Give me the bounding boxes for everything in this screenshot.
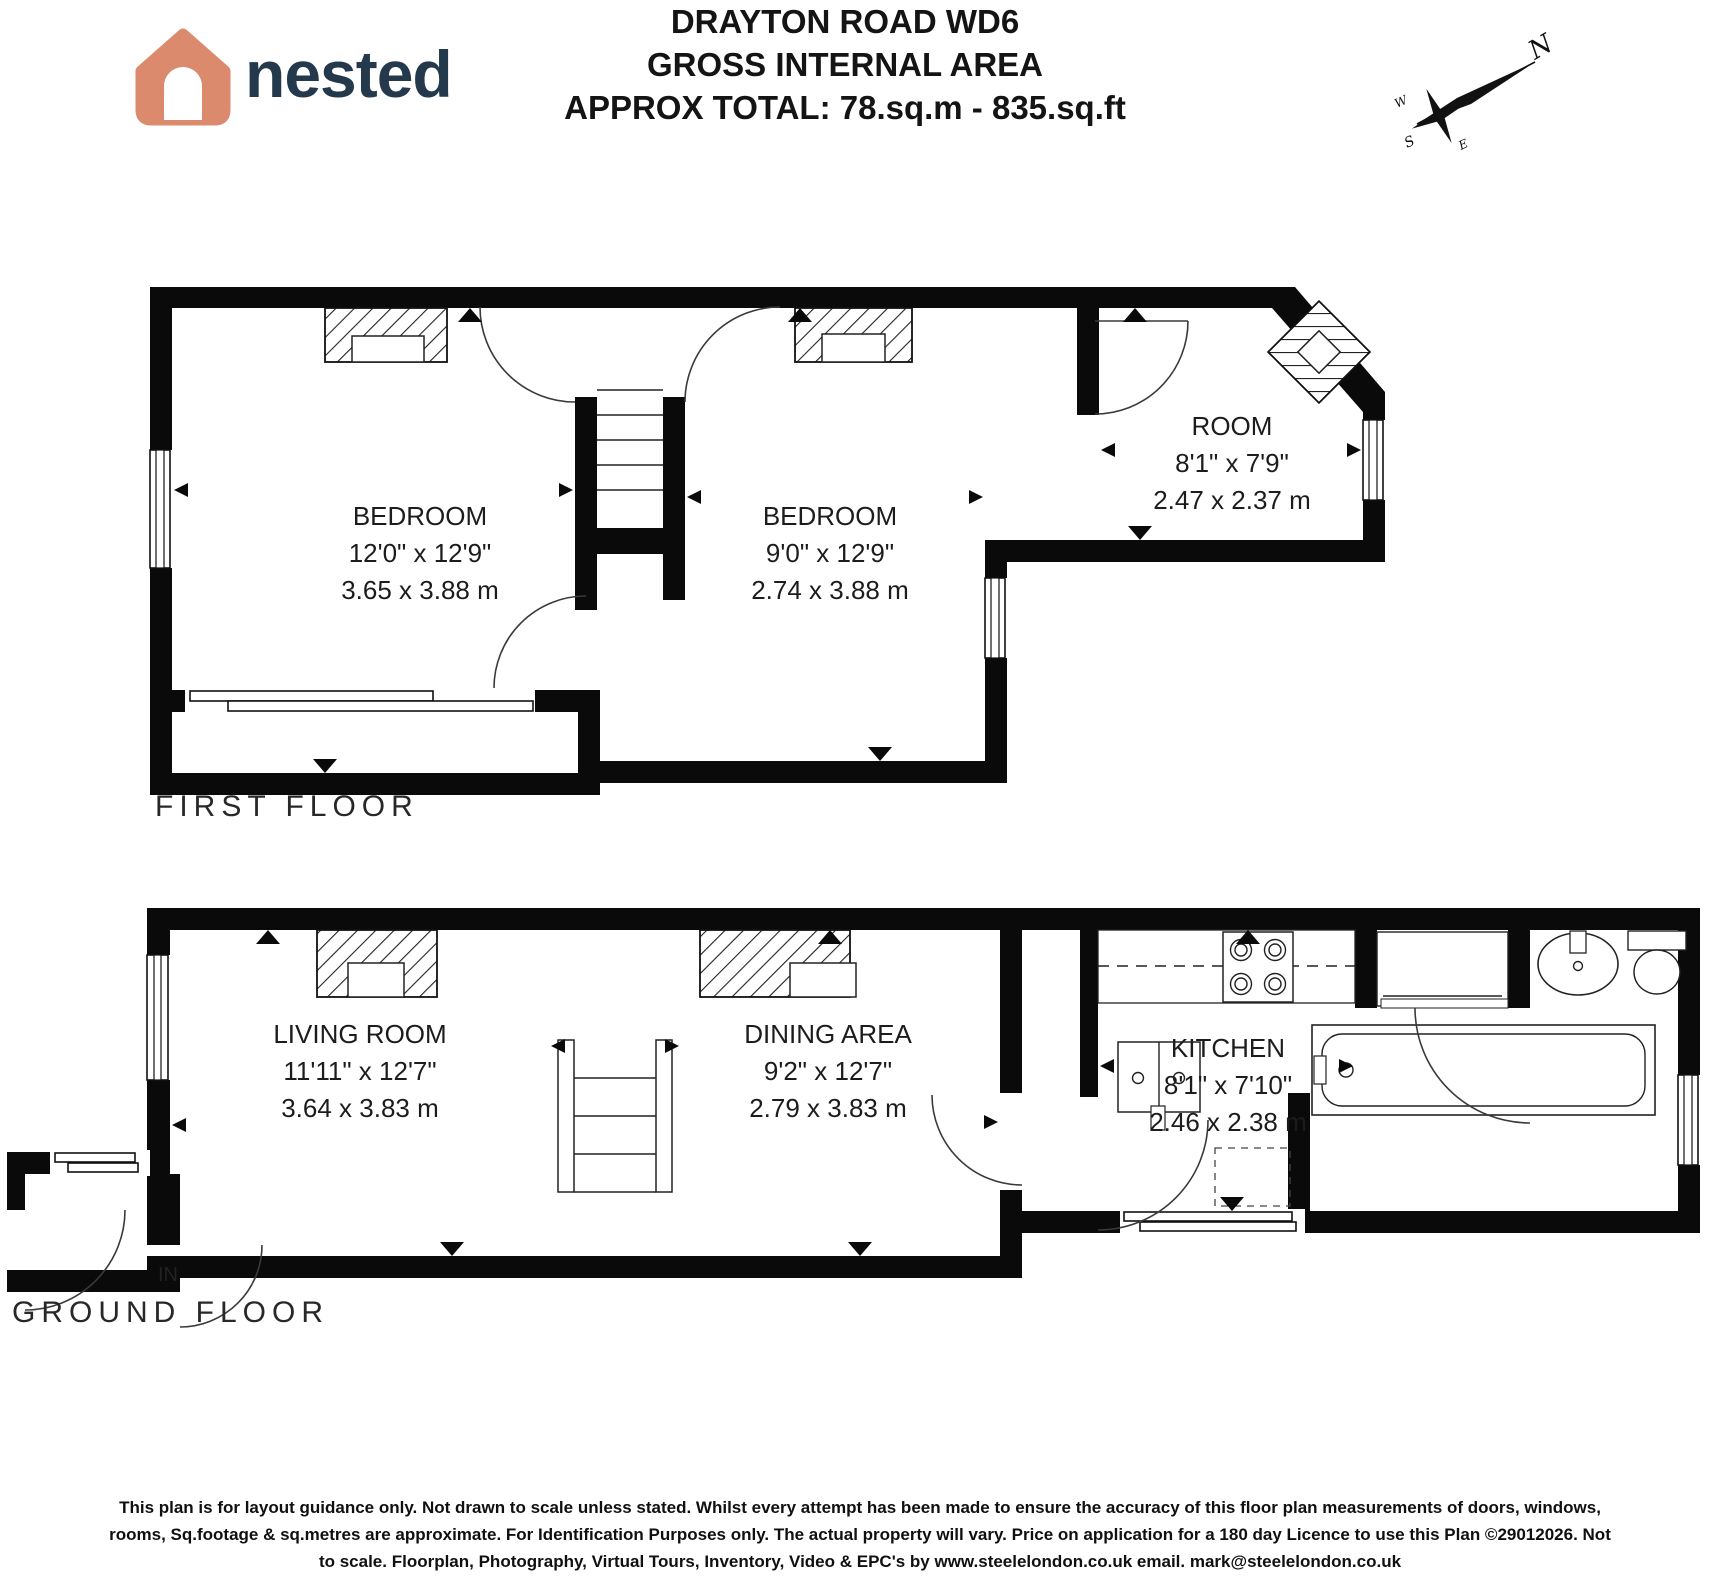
room-label-bedroom-2 bbox=[751, 498, 909, 609]
room-dims-metric: 2.74 x 3.88 m bbox=[751, 575, 909, 605]
room-dims-metric: 2.47 x 2.37 m bbox=[1153, 485, 1311, 515]
room-dims-imperial: 11'11" x 12'7" bbox=[283, 1056, 437, 1086]
room-label-dining-area bbox=[744, 1016, 912, 1127]
stairs bbox=[597, 390, 663, 490]
room-dims-metric: 3.64 x 3.83 m bbox=[281, 1093, 439, 1123]
room-dims-metric: 3.65 x 3.88 m bbox=[341, 575, 499, 605]
window bbox=[146, 450, 176, 568]
room-dims-imperial: 9'2" x 12'7" bbox=[763, 1056, 893, 1086]
room-label-room bbox=[1153, 408, 1311, 519]
room-dims-imperial: 12'0" x 12'9" bbox=[348, 538, 492, 568]
bath-icon bbox=[1312, 1025, 1655, 1115]
basin-icon bbox=[1538, 931, 1618, 995]
room-dims-imperial: 8'1" x 7'10" bbox=[1163, 1070, 1293, 1100]
room-name: LIVING ROOM bbox=[273, 1019, 447, 1049]
room-label-living-room bbox=[273, 1016, 446, 1127]
room-name: BEDROOM bbox=[762, 501, 898, 531]
room-dims-metric: 2.46 x 2.38 m bbox=[1149, 1107, 1307, 1137]
window bbox=[1361, 420, 1387, 500]
title-total: APPROX TOTAL: 78.sq.m - 835.sq.ft bbox=[564, 89, 1126, 126]
window bbox=[185, 688, 535, 714]
room-dims-imperial: 8'1" x 7'9" bbox=[1175, 448, 1289, 478]
stairs bbox=[558, 1040, 672, 1192]
disclaimer-line-2: rooms, Sq.footage & sq.metres are approximate. For Identification Purposes only. The actual property will vary. Price on application for a 180 day Licence to use this Plan ©29012026. Not bbox=[109, 1525, 1611, 1544]
window bbox=[144, 955, 173, 1080]
compass-w-label: W bbox=[1392, 92, 1410, 111]
room-dims-metric: 2.79 x 3.83 m bbox=[749, 1093, 907, 1123]
ground-floor-label: GROUND FLOOR bbox=[12, 1296, 330, 1329]
cupboard bbox=[1377, 932, 1508, 1008]
title-address: DRAYTON ROAD WD6 bbox=[670, 3, 1020, 40]
chimney-breast bbox=[325, 308, 447, 362]
room-name: DINING AREA bbox=[744, 1019, 912, 1049]
brand-wordmark: nested bbox=[245, 37, 452, 111]
toilet-icon bbox=[1628, 931, 1686, 994]
room-dims-imperial: 9'0" x 12'9" bbox=[765, 538, 895, 568]
room-name: BEDROOM bbox=[352, 501, 488, 531]
window bbox=[1676, 1075, 1702, 1165]
title-gia: GROSS INTERNAL AREA bbox=[646, 46, 1044, 83]
compass-s-label: S bbox=[1401, 133, 1418, 152]
compass-e-label: E bbox=[1456, 136, 1471, 153]
window bbox=[50, 1150, 150, 1176]
window bbox=[1120, 1209, 1305, 1235]
room-name: KITCHEN bbox=[1170, 1033, 1286, 1063]
room-label-bedroom-1 bbox=[341, 498, 499, 609]
window bbox=[983, 578, 1009, 658]
first-floor-label: FIRST FLOOR bbox=[155, 790, 419, 823]
disclaimer bbox=[0, 1494, 1720, 1575]
chimney-breast bbox=[317, 930, 437, 997]
disclaimer-line-3: to scale. Floorplan, Photography, Virtual Tours, Inventory, Video & EPC's by www.steelelondon.co.uk email. mark@steelelondon.co.uk bbox=[318, 1552, 1402, 1571]
compass-n-label: N bbox=[1523, 28, 1559, 67]
entrance-label: IN bbox=[158, 1264, 178, 1286]
room-label-kitchen bbox=[1149, 1030, 1307, 1141]
disclaimer-line-1: This plan is for layout guidance only. Not drawn to scale unless stated. Whilst every attempt has been made to ensure the accuracy of this floor plan measurements of doors, windows, bbox=[119, 1498, 1601, 1517]
chimney-breast bbox=[795, 308, 912, 362]
room-name: ROOM bbox=[1191, 411, 1273, 441]
